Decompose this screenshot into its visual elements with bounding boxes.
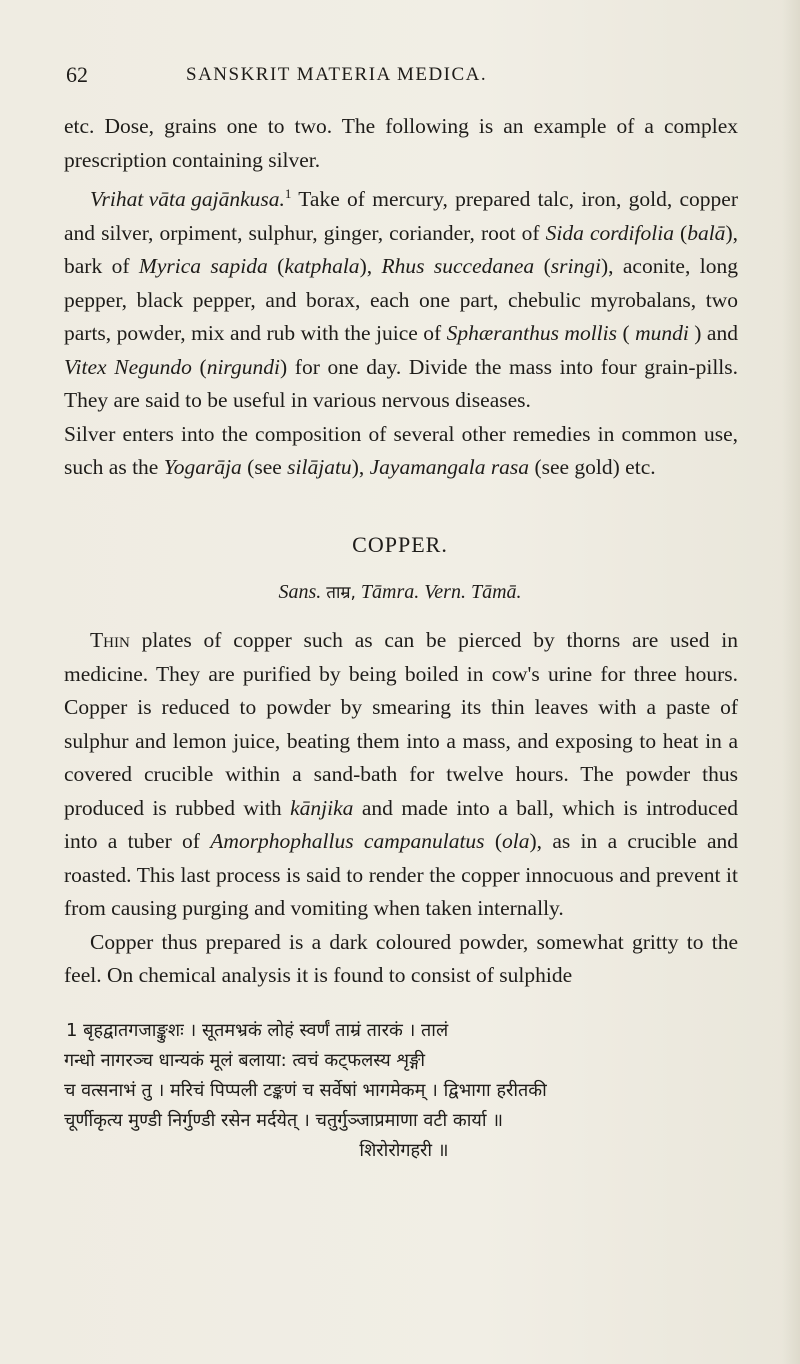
synonyms-line [0, 580, 800, 604]
sans-roman: Tāmra. [360, 581, 420, 603]
page-number: 62 [66, 62, 88, 87]
paragraph-copper-properties: Copper thus prepared is a dark coloured powder, somewhat gritty to the feel. On chemical analysis it is found to consist of sulphide [64, 929, 738, 987]
section-heading: COPPER. [352, 532, 448, 557]
footnote-line: गन्धो नागरञ्च धान्यकं मूलं बलाया: त्वचं कट्फलस्य शृङ्गी [64, 1050, 426, 1071]
footnote-marker: 1 [284, 186, 292, 201]
sans-devanagari: ताम्र, [326, 583, 356, 603]
footnote-line: चूर्णीकृत्य मुण्डी निर्गुण्डी रसेन मर्दयेत् । चतुर्गुञ्जाप्रमाणा वटी कार्या ॥ [64, 1110, 503, 1131]
silver-section-text [64, 110, 738, 485]
sans-label: Sans. [278, 581, 322, 603]
copper-section-text [64, 624, 738, 993]
sanskrit-footnote [64, 1016, 744, 1166]
paragraph-copper-preparation: Thin plates of copper such as can be pierced by thorns are used in medicine. They are purified by being boiled in cow's urine for three hours. Copper is reduced to powder by smearing its thin leaves with a paste of sulphur and lemon juice, beating them into a mass, and exposing to heat in a covered crucible within a sand-bath for twelve hours. The powder thus produced is rubbed with kānjika and made into a ball, which is introduced into a tuber of Amorphophallus campanulatus (ola), as in a crucible and roasted. This last process is said to render the copper innocuous and prevent it from causing purging and vomiting when taken internally. [64, 628, 739, 920]
lead-word: Thin [90, 628, 130, 652]
running-head [66, 60, 746, 94]
prescription-title: Vrihat vāta gajānkusa. [90, 187, 285, 212]
vern-value: Tāmā. [470, 581, 522, 603]
page-edge-shadow [782, 0, 800, 1364]
footnote-line: च वत्सनाभं तु । मरिचं पिप्पली टङ्कणं च सर्वेषां भागमेकम् । द्विभागा हरीतकी [64, 1080, 547, 1101]
paragraph-silver-uses: Silver enters into the composition of several other remedies in common use, such as the Yogarāja (see silājatu), Jayamangala rasa (see gold) etc. [64, 421, 738, 480]
vern-label: Vern. [424, 581, 466, 603]
paragraph-prescription: etc. Dose, grains one to two. The following is an example of a complex prescription containing silver. Vrihat vāta gajānkusa.$^1$ Take of mercury, prepared talc, iron, gold, copper and silver, orpiment, sulphur, ginger, coriander, root of Sida cordifolia (balā), bark of Myrica sapida (katphala), Rhus succedanea (sringi), aconite, long pepper, black pepper, and borax, each one part, chebulic myrobalans, two parts, powder, mix and rub with the juice of Sphæranthus mollis ( mundi ) and Vitex Negundo (nirgundi) for one day. Divide the mass into four grain-pills. They are said to be useful in various nervous diseases. [64, 114, 739, 413]
footnote-line: 1 बृहद्वातगजाङ्कुशः । सूतमभ्रकं लोहं स्वर्णं ताम्रं तारकं । तालं [66, 1020, 449, 1041]
running-title: SANSKRIT MATERIA MEDICA. [186, 64, 488, 85]
footnote-line: शिरोरोगहरी ॥ [359, 1140, 449, 1161]
